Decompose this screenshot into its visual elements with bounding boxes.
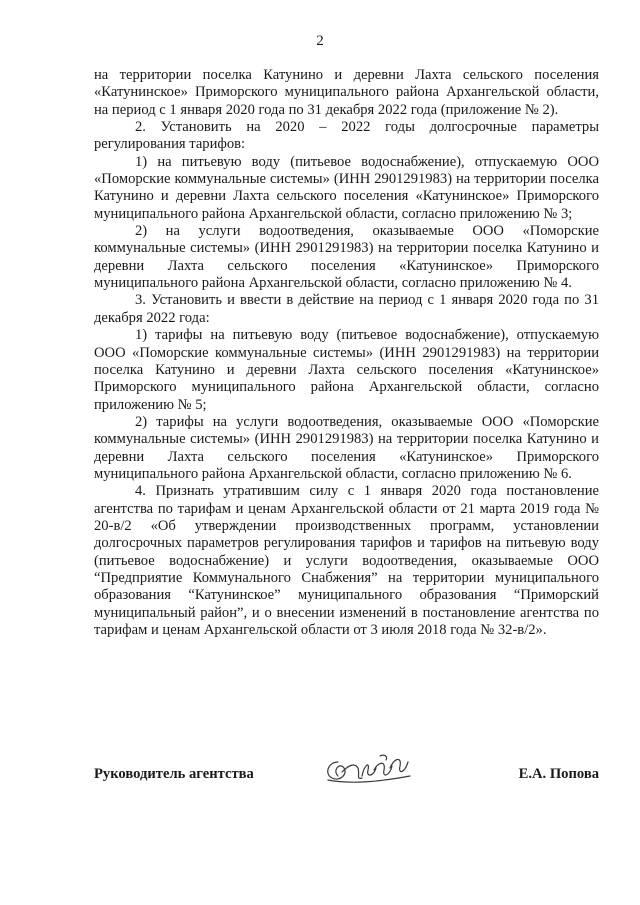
paragraph-item-3: 3. Установить и ввести в действие на период с 1 января 2020 года по 31 декабря 2022 года: <box>94 292 599 326</box>
signatory-name: Е.А. Попова <box>518 766 599 782</box>
paragraph-item-2: 2. Установить на 2020 – 2022 годы долгосрочные параметры регулирования тарифов: <box>94 119 599 153</box>
paragraph-item-4: 4. Признать утратившим силу с 1 января 2020 года постановление агентства по тарифам и ценам Архангельской области от 21 марта 2019 года № 20-в/2 «Об утверждении производственных программ, установлении долгосрочных параметров регулирования тарифов и тарифов на питьевую воду (питьевое водоснабжение) и услуги водоотведения, оказываемые ООО “Предприятие Коммунального Снабжения” на территории муниципального образования “Катунинское” муниципального образования “Приморский муниципальный район”, и о внесении изменений в постановление агентства по тарифам и ценам Архангельской области от 3 июля 2018 года № 32-в/2». <box>94 483 599 638</box>
page-number: 2 <box>316 33 324 49</box>
document-body <box>94 67 599 639</box>
paragraph-item-3-1: 1) тарифы на питьевую воду (питьевое водоснабжение), отпускаемую ООО «Поморские коммунальные системы» (ИНН 2901291983) на территории поселка Катунино и деревни Лахта сельского поселения «Катунинское» Приморского муниципального района Архангельской области, согласно приложению № 5; <box>94 327 599 413</box>
paragraph-item-3-2: 2) тарифы на услуги водоотведения, оказываемые ООО «Поморские коммунальные системы» (ИНН 2901291983) на территории поселка Катунино и деревни Лахта сельского поселения «Катунинское» Приморского муниципального района Архангельской области, согласно приложению № 6. <box>94 413 599 482</box>
paragraph-item-2-1: 1) на питьевую воду (питьевое водоснабжение), отпускаемую ООО «Поморские коммунальные системы» (ИНН 2901291983) на территории поселка Катунино и деревни Лахта сельского поселения «Катунинское» Приморского муниципального района Архангельской области, согласно приложению № 3; <box>94 153 599 222</box>
handwritten-signature-icon <box>318 748 418 792</box>
signatory-title: Руководитель агентства <box>94 766 254 782</box>
paragraph-continuation: на территории поселка Катунино и деревни Лахта сельского поселения «Катунинское» Приморского муниципального района Архангельской области, на период с 1 января 2020 года по 31 декабря 2022 года (приложение № 2). <box>94 67 599 118</box>
signature-block <box>94 762 599 792</box>
paragraph-item-2-2: 2) на услуги водоотведения, оказываемые ООО «Поморские коммунальные системы» (ИНН 2901291983) на территории поселка Катунино и деревни Лахта сельского поселения «Катунинское» Приморского муниципального района Архангельской области, согласно приложению № 4. <box>94 223 599 292</box>
